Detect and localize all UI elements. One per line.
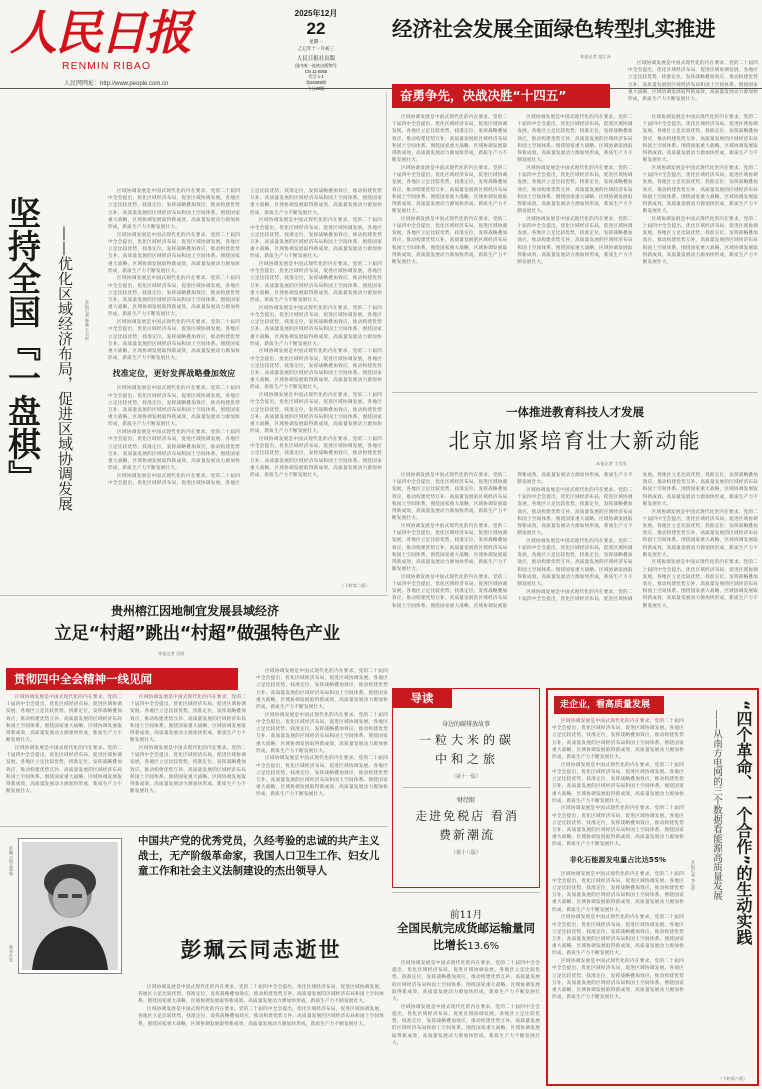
gaozhiliang-subhead: 非化石能源发电量占比达55% — [569, 855, 667, 864]
obit-rule — [0, 826, 388, 827]
guizhou-body-col3: 区域协调发展是中国式现代化的内在要求。党的二十届四中全会提出，优化区域经济布局，促进区域协调发展。各地区立足比较优势，找准定位，发挥战略叠加效应，推动构建优势互补、高质量发展的区域经济布局和国土空间体系。围绕国家重大战略，区域协调发展取得新成效，高质量发展动力源加快形成，新质生产力不断发展壮大。 区域协调发展是中国式现代化的内在要求。党的二十届四中全会提出，优化区域经济布局，促进区域协调发展。各地区立足比较优势，找准定位，发挥战略叠加效应，推动构建优势互补、高质量发展的区域经济布局和国土空间体系。围绕国家重大战略，区域协调发展取得新成效，高质量发展动力源加快形成，新质生产力不断发展壮大。 区域协调发展是中国式现代化的内在要求。党的二十届四中全会提出，优化区域经济布局，促进区域协调发展。各地区立足比较优势，找准定位，发挥战略叠加效应，推动构建优势互补、高质量发展的区域经济布局和国土空间体系。围绕国家重大战略，区域协调发展取得新成效，高质量发展动力源加快形成，新质生产力不断发展壮大。 — [256, 669, 388, 798]
beijing-kicker: 一体推进教育科技人才发展 — [506, 405, 644, 419]
guizhou-kicker: 贵州榕江因地制宜发展县域经济 — [110, 604, 279, 618]
beijing-body: 区域协调发展是中国式现代化的内在要求。党的二十届四中全会提出，优化区域经济布局，促进区域协调发展。各地区立足比较优势，找准定位，发挥战略叠加效应，推动构建优势互补、高质量发展的区域经济布局和国土空间体系。围绕国家重大战略，区域协调发展取得新成效，高质量发展动力源加快形成，新质生产力不断发展壮大。 区域协调发展是中国式现代化的内在要求。党的二十届四中全会提出，优化区域经济布局，促进区域协调发展。各地区立足比较优势，找准定位，发挥战略叠加效应，推动构建优势互补、高质量发展的区域经济布局和国土空间体系。围绕国家重大战略，区域协调发展取得新成效，高质量发展动力源加快形成，新质生产力不断发展壮大。 区域协调发展是中国式现代化的内在要求。党的二十届四中全会提出，优化区域经济布局，促进区域协调发展。各地区立足比较优势，找准定位，发挥战略叠加效应，推动构建优势互补、高质量发展的区域经济布局和国土空间体系。围绕国家重大战略，区域协调发展取得新成效，高质量发展动力源加快形成，新质生产力不断发展壮大。 区域协调发展是中国式现代化的内在要求。党的二十届四中全会提出，优化区域经济布局，促进区域协调发展。各地区立足比较优势，找准定位，发挥战略叠加效应，推动构建优势互补、高质量发展的区域经济布局和国土空间体系。围绕国家重大战略，区域协调发展取得新成效，高质量发展动力源加快形成，新质生产力不断发展壮大。 区域协调发展是中国式现代化的内在要求。党的二十届四中全会提出，优化区域经济布局，促进区域协调发展。各地区立足比较优势，找准定位，发挥战略叠加效应，推动构建优势互补、高质量发展的区域经济布局和国土空间体系。围绕国家重大战略，区域协调发展取得新成效，高质量发展动力源加快形成，新质生产力不断发展壮大。 区域协调发展是中国式现代化的内在要求。党的二十届四中全会提出，优化区域经济布局，促进区域协调发展。各地区立足比较优势，找准定位，发挥战略叠加效应，推动构建优势互补、高质量发展的区域经济布局和国土空间体系。围绕国家重大战略，区域协调发展取得新成效，高质量发展动力源加快形成，新质生产力不断发展壮大。 区域协调发展是中国式现代化的内在要求。党的二十届四中全会提出，优化区域经济布局，促进区域协调发展。各地区立足比较优势，找准定位，发挥战略叠加效应，推动构建优势互补、高质量发展的区域经济布局和国土空间体系。围绕国家重大战略，区域协调发展取得新成效，高质量发展动力源加快形成，新质生产力不断发展壮大。 区域协调发展是中国式现代化的内在要求。党的二十届四中全会提出，优化区域经济布局，促进区域协调发展。各地区立足比较优势，找准定位，发挥战略叠加效应，推动构建优势互补、高质量发展的区域经济布局和国土空间体系。围绕国家重大战略，区域协调发展取得新成效，高质量发展动力源加快形成，新质生产力不断发展壮大。 — [392, 473, 758, 609]
issue-number: 第28289期 — [305, 80, 327, 85]
divider-vertical-main — [386, 92, 387, 592]
beijing-title: 北京加紧培育壮大新动能 — [448, 429, 702, 453]
cn-label: 国内统一连续出版物号 — [295, 63, 337, 68]
obit-photo-frame — [18, 838, 122, 974]
obit-photo-caption: 彭珮云同志遗像 — [9, 846, 14, 876]
portrait-photo — [22, 842, 118, 970]
cargo-body: 区域协调发展是中国式现代化的内在要求。党的二十届四中全会提出，优化区域经济布局，促进区域协调发展。各地区立足比较优势，找准定位，发挥战略叠加效应，推动构建优势互补、高质量发展的区域经济布局和国土空间体系。围绕国家重大战略，区域协调发展取得新成效，高质量发展动力源加快形成，新质生产力不断发展壮大。 区域协调发展是中国式现代化的内在要求。党的二十届四中全会提出，优化区域经济布局，促进区域协调发展。各地区立足比较优势，找准定位，发挥战略叠加效应，推动构建优势互补、高质量发展的区域经济布局和国土空间体系。围绕国家重大战略，区域协调发展取得新成效，高质量发展动力源加快形成，新质生产力不断发展壮大。 — [392, 961, 540, 1046]
edition: 人民日报社出版 — [296, 56, 336, 62]
guizhou-title: 立足“村超”跳出“村超”做强特色产业 — [54, 624, 340, 644]
top-headline: 经济社会发展全面绿色转型扎实推进 — [392, 17, 716, 41]
obit-body: 区域协调发展是中国式现代化的内在要求。党的二十届四中全会提出，优化区域经济布局，促进区域协调发展。各地区立足比较优势，找准定位，发挥战略叠加效应，推动构建优势互补、高质量发展的区域经济布局和国土空间体系。围绕国家重大战略，区域协调发展取得新成效，高质量发展动力源加快形成，新质生产力不断发展壮大。 区域协调发展是中国式现代化的内在要求。党的二十届四中全会提出，优化区域经济布局，促进区域协调发展。各地区立足比较优势，找准定位，发挥战略叠加效应，推动构建优势互补、高质量发展的区域经济布局和国土空间体系。围绕国家重大战略，区域协调发展取得新成效，高质量发展动力源加快形成，新质生产力不断发展壮大。 — [138, 985, 384, 1027]
feature-byline: 本报记者 韩鑫 王云杉 — [85, 300, 90, 341]
masthead — [0, 0, 380, 88]
top-article-body-right: 区域协调发展是中国式现代化的内在要求。党的二十届四中全会提出，优化区域经济布局，促进区域协调发展。各地区立足比较优势，找准定位，发挥战略叠加效应，推动构建优势互补、高质量发展的区域经济布局和国土空间体系。围绕国家重大战略，区域协调发展取得新成效，高质量发展动力源加快形成，新质生产力不断发展壮大。 — [628, 61, 758, 103]
logo-pinyin: RENMIN RIBAO — [62, 60, 152, 72]
cargo-kicker: 前11月 — [449, 910, 483, 921]
gaozhiliang-continued: （下转第六版） — [718, 1076, 748, 1081]
lunar-date: 乙巳年十一月初三 — [298, 46, 334, 51]
gaozhiliang-body: 区域协调发展是中国式现代化的内在要求。党的二十届四中全会提出，优化区域经济布局，促进区域协调发展。各地区立足比较优势，找准定位，发挥战略叠加效应，推动构建优势互补、高质量发展的区域经济布局和国土空间体系。围绕国家重大战略，区域协调发展取得新成效，高质量发展动力源加快形成，新质生产力不断发展壮大。 区域协调发展是中国式现代化的内在要求。党的二十届四中全会提出，优化区域经济布局，促进区域协调发展。各地区立足比较优势，找准定位，发挥战略叠加效应，推动构建优势互补、高质量发展的区域经济布局和国土空间体系。围绕国家重大战略，区域协调发展取得新成效，高质量发展动力源加快形成，新质生产力不断发展壮大。 区域协调发展是中国式现代化的内在要求。党的二十届四中全会提出，优化区域经济布局，促进区域协调发展。各地区立足比较优势，找准定位，发挥战略叠加效应，推动构建优势互补、高质量发展的区域经济布局和国土空间体系。围绕国家重大战略，区域协调发展取得新成效，高质量发展动力源加快形成，新质生产力不断发展壮大。 非化石能源发电量占比达55% 区域协调发展是中国式现代化的内在要求。党的二十届四中全会提出，优化区域经济布局，促进区域协调发展。各地区立足比较优势，找准定位，发挥战略叠加效应，推动构建优势互补、高质量发展的区域经济布局和国土空间体系。围绕国家重大战略，区域协调发展取得新成效，高质量发展动力源加快形成，新质生产力不断发展壮大。 区域协调发展是中国式现代化的内在要求。党的二十届四中全会提出，优化区域经济布局，促进区域协调发展。各地区立足比较优势，找准定位，发挥战略叠加效应，推动构建优势互补、高质量发展的区域经济布局和国土空间体系。围绕国家重大战略，区域协调发展取得新成效，高质量发展动力源加快形成，新质生产力不断发展壮大。 区域协调发展是中国式现代化的内在要求。党的二十届四中全会提出，优化区域经济布局，促进区域协调发展。各地区立足比较优势，找准定位，发挥战略叠加效应，推动构建优势互补、高质量发展的区域经济布局和国土空间体系。围绕国家重大战略，区域协调发展取得新成效，高质量发展动力源加快形成，新质生产力不断发展壮大。 — [552, 719, 684, 1001]
beijing-byline: 本报记者 王昊男 — [596, 461, 627, 466]
top-byline: 本报记者 寇江泽 — [580, 54, 611, 59]
beijing-rule — [392, 392, 758, 393]
newspaper-logo: 人民日报 — [10, 6, 190, 61]
gaozhiliang-banner: 走企业，看高质量发展 — [554, 696, 664, 714]
weekday: 星期一 — [309, 39, 323, 44]
cargo-rule — [392, 892, 540, 893]
date-year-month: 2025年12月 — [294, 9, 338, 18]
guide-item1-page: （第十一版） — [450, 774, 481, 780]
obit-photographer: 新华社发 — [9, 945, 14, 962]
guizhou-body: 区域协调发展是中国式现代化的内在要求。党的二十届四中全会提出，优化区域经济布局，促进区域协调发展。各地区立足比较优势，找准定位，发挥战略叠加效应，推动构建优势互补、高质量发展的区域经济布局和国土空间体系。围绕国家重大战略，区域协调发展取得新成效，高质量发展动力源加快形成，新质生产力不断发展壮大。 区域协调发展是中国式现代化的内在要求。党的二十届四中全会提出，优化区域经济布局，促进区域协调发展。各地区立足比较优势，找准定位，发挥战略叠加效应，推动构建优势互补、高质量发展的区域经济布局和国土空间体系。围绕国家重大战略，区域协调发展取得新成效，高质量发展动力源加快形成，新质生产力不断发展壮大。 区域协调发展是中国式现代化的内在要求。党的二十届四中全会提出，优化区域经济布局，促进区域协调发展。各地区立足比较优势，找准定位，发挥战略叠加效应，推动构建优势互补、高质量发展的区域经济布局和国土空间体系。围绕国家重大战略，区域协调发展取得新成效，高质量发展动力源加快形成，新质生产力不断发展壮大。 区域协调发展是中国式现代化的内在要求。党的二十届四中全会提出，优化区域经济布局，促进区域协调发展。各地区立足比较优势，找准定位，发挥战略叠加效应，推动构建优势互补、高质量发展的区域经济布局和国土空间体系。围绕国家重大战略，区域协调发展取得新成效，高质量发展动力源加快形成，新质生产力不断发展壮大。 — [6, 695, 246, 795]
gaozhiliang-subtitle: ——从南方电网的三个数据看能源高质量发展 — [711, 710, 722, 900]
date-day: 22 — [306, 19, 326, 38]
cn-number: CN 11-0065 — [304, 69, 328, 74]
gaozhiliang-byline: 本报记者 李心萍 — [691, 860, 696, 891]
gaozhiliang-title: “四个革命、一个合作”的生动实践 — [734, 700, 753, 946]
obit-title: 彭珮云同志逝世 — [180, 938, 342, 962]
top-article-body: 区域协调发展是中国式现代化的内在要求。党的二十届四中全会提出，优化区域经济布局，促进区域协调发展。各地区立足比较优势，找准定位，发挥战略叠加效应，推动构建优势互补、高质量发展的区域经济布局和国土空间体系。围绕国家重大战略，区域协调发展取得新成效，高质量发展动力源加快形成，新质生产力不断发展壮大。 区域协调发展是中国式现代化的内在要求。党的二十届四中全会提出，优化区域经济布局，促进区域协调发展。各地区立足比较优势，找准定位，发挥战略叠加效应，推动构建优势互补、高质量发展的区域经济布局和国土空间体系。围绕国家重大战略，区域协调发展取得新成效，高质量发展动力源加快形成，新质生产力不断发展壮大。 区域协调发展是中国式现代化的内在要求。党的二十届四中全会提出，优化区域经济布局，促进区域协调发展。各地区立足比较优势，找准定位，发挥战略叠加效应，推动构建优势互补、高质量发展的区域经济布局和国土空间体系。围绕国家重大战略，区域协调发展取得新成效，高质量发展动力源加快形成，新质生产力不断发展壮大。 区域协调发展是中国式现代化的内在要求。党的二十届四中全会提出，优化区域经济布局，促进区域协调发展。各地区立足比较优势，找准定位，发挥战略叠加效应，推动构建优势互补、高质量发展的区域经济布局和国土空间体系。围绕国家重大战略，区域协调发展取得新成效，高质量发展动力源加快形成，新质生产力不断发展壮大。 区域协调发展是中国式现代化的内在要求。党的二十届四中全会提出，优化区域经济布局，促进区域协调发展。各地区立足比较优势，找准定位，发挥战略叠加效应，推动构建优势互补、高质量发展的区域经济布局和国土空间体系。围绕国家重大战略，区域协调发展取得新成效，高质量发展动力源加快形成，新质生产力不断发展壮大。 区域协调发展是中国式现代化的内在要求。党的二十届四中全会提出，优化区域经济布局，促进区域协调发展。各地区立足比较优势，找准定位，发挥战略叠加效应，推动构建优势互补、高质量发展的区域经济布局和国土空间体系。围绕国家重大战略，区域协调发展取得新成效，高质量发展动力源加快形成，新质生产力不断发展壮大。 区域协调发展是中国式现代化的内在要求。党的二十届四中全会提出，优化区域经济布局，促进区域协调发展。各地区立足比较优势，找准定位，发挥战略叠加效应，推动构建优势互补、高质量发展的区域经济布局和国土空间体系。围绕国家重大战略，区域协调发展取得新成效，高质量发展动力源加快形成，新质生产力不断发展壮大。 区域协调发展是中国式现代化的内在要求。党的二十届四中全会提出，优化区域经济布局，促进区域协调发展。各地区立足比较优势，找准定位，发挥战略叠加效应，推动构建优势互补、高质量发展的区域经济布局和国土空间体系。围绕国家重大战略，区域协调发展取得新成效，高质量发展动力源加快形成，新质生产力不断发展壮大。 区域协调发展是中国式现代化的内在要求。党的二十届四中全会提出，优化区域经济布局，促进区域协调发展。各地区立足比较优势，找准定位，发挥战略叠加效应，推动构建优势互补、高质量发展的区域经济布局和国土空间体系。围绕国家重大战略，区域协调发展取得新成效，高质量发展动力源加快形成，新质生产力不断发展壮大。 — [392, 115, 758, 266]
obit-kicker: 中国共产党的优秀党员，久经考验的忠诚的共产主义战士，无产阶级革命家，我国人口卫生工作、妇女儿童工作和社会主义法制建设的杰出领导人 — [138, 835, 380, 877]
guide-item2-page: （第十八版） — [450, 850, 481, 856]
feature-subhead: 找准定位，更好发挥战略叠加效应 — [112, 369, 236, 379]
guide-item2-kicker: 财经眼 — [456, 797, 475, 804]
guide-item1-title[interactable]: 一粒大米的碳中和之旅 — [419, 733, 516, 766]
page-count — [265, 86, 367, 92]
guide-box — [392, 688, 540, 888]
feature-body: 区域协调发展是中国式现代化的内在要求。党的二十届四中全会提出，优化区域经济布局，促进区域协调发展。各地区立足比较优势，找准定位，发挥战略叠加效应，推动构建优势互补、高质量发展的区域经济布局和国土空间体系。围绕国家重大战略，区域协调发展取得新成效，高质量发展动力源加快形成，新质生产力不断发展壮大。 区域协调发展是中国式现代化的内在要求。党的二十届四中全会提出，优化区域经济布局，促进区域协调发展。各地区立足比较优势，找准定位，发挥战略叠加效应，推动构建优势互补、高质量发展的区域经济布局和国土空间体系。围绕国家重大战略，区域协调发展取得新成效，高质量发展动力源加快形成，新质生产力不断发展壮大。 区域协调发展是中国式现代化的内在要求。党的二十届四中全会提出，优化区域经济布局，促进区域协调发展。各地区立足比较优势，找准定位，发挥战略叠加效应，推动构建优势互补、高质量发展的区域经济布局和国土空间体系。围绕国家重大战略，区域协调发展取得新成效，高质量发展动力源加快形成，新质生产力不断发展壮大。 区域协调发展是中国式现代化的内在要求。党的二十届四中全会提出，优化区域经济布局，促进区域协调发展。各地区立足比较优势，找准定位，发挥战略叠加效应，推动构建优势互补、高质量发展的区域经济布局和国土空间体系。围绕国家重大战略，区域协调发展取得新成效，高质量发展动力源加快形成，新质生产力不断发展壮大。 找准定位，更好发挥战略叠加效应 区域协调发展是中国式现代化的内在要求。党的二十届四中全会提出，优化区域经济布局，促进区域协调发展。各地区立足比较优势，找准定位，发挥战略叠加效应，推动构建优势互补、高质量发展的区域经济布局和国土空间体系。围绕国家重大战略，区域协调发展取得新成效，高质量发展动力源加快形成，新质生产力不断发展壮大。 区域协调发展是中国式现代化的内在要求。党的二十届四中全会提出，优化区域经济布局，促进区域协调发展。各地区立足比较优势，找准定位，发挥战略叠加效应，推动构建优势互补、高质量发展的区域经济布局和国土空间体系。围绕国家重大战略，区域协调发展取得新成效，高质量发展动力源加快形成，新质生产力不断发展壮大。 区域协调发展是中国式现代化的内在要求。党的二十届四中全会提出，优化区域经济布局，促进区域协调发展。各地区立足比较优势，找准定位，发挥战略叠加效应，推动构建优势互补、高质量发展的区域经济布局和国土空间体系。围绕国家重大战略，区域协调发展取得新成效，高质量发展动力源加快形成，新质生产力不断发展壮大。 区域协调发展是中国式现代化的内在要求。党的二十届四中全会提出，优化区域经济布局，促进区域协调发展。各地区立足比较优势，找准定位，发挥战略叠加效应，推动构建优势互补、高质量发展的区域经济布局和国土空间体系。围绕国家重大战略，区域协调发展取得新成效，高质量发展动力源加快形成，新质生产力不断发展壮大。 区域协调发展是中国式现代化的内在要求。党的二十届四中全会提出，优化区域经济布局，促进区域协调发展。各地区立足比较优势，找准定位，发挥战略叠加效应，推动构建优势互补、高质量发展的区域经济布局和国土空间体系。围绕国家重大战略，区域协调发展取得新成效，高质量发展动力源加快形成，新质生产力不断发展壮大。 区域协调发展是中国式现代化的内在要求。党的二十届四中全会提出，优化区域经济布局，促进区域协调发展。各地区立足比较优势，找准定位，发挥战略叠加效应，推动构建优势互补、高质量发展的区域经济布局和国土空间体系。围绕国家重大战略，区域协调发展取得新成效，高质量发展动力源加快形成，新质生产力不断发展壮大。 区域协调发展是中国式现代化的内在要求。党的二十届四中全会提出，优化区域经济布局，促进区域协调发展。各地区立足比较优势，找准定位，发挥战略叠加效应，推动构建优势互补、高质量发展的区域经济布局和国土空间体系。围绕国家重大战略，区域协调发展取得新成效，高质量发展动力源加快形成，新质生产力不断发展壮大。 区域协调发展是中国式现代化的内在要求。党的二十届四中全会提出，优化区域经济布局，促进区域协调发展。各地区立足比较优势，找准定位，发挥战略叠加效应，推动构建优势互补、高质量发展的区域经济布局和国土空间体系。围绕国家重大战略，区域协调发展取得新成效，高质量发展动力源加快形成，新质生产力不断发展壮大。 区域协调发展是中国式现代化的内在要求。党的二十届四中全会提出，优化区域经济布局，促进区域协调发展。各地区立足比较优势，找准定位，发挥战略叠加效应，推动构建优势互补、高质量发展的区域经济布局和国土空间体系。围绕国家重大战略，区域协调发展取得新成效，高质量发展动力源加快形成，新质生产力不断发展壮大。 — [108, 189, 382, 487]
date-block — [265, 8, 367, 92]
feature-continued: （下转第二版） — [340, 583, 370, 588]
fendou-banner: 奋勇争先，决战决胜“十四五” — [392, 84, 610, 108]
guizhou-rule — [0, 595, 388, 596]
feature-subtitle: ——优化区域经济布局，促进区域协调发展 — [56, 226, 74, 511]
guide-title: 导读 — [392, 688, 452, 708]
guizhou-byline: 本报记者 苏滨 — [158, 651, 185, 656]
website[interactable]: 人民网网址：http://www.people.com.cn — [64, 81, 169, 87]
guide-item2-title[interactable]: 走进免税店 看消费新潮流 — [415, 809, 519, 842]
plenum-banner: 贯彻四中全会精神一线见闻 — [6, 668, 238, 690]
cargo-percent: 13.6% — [467, 941, 500, 952]
guide-item1-kicker: 身边的碳排放故事 — [441, 721, 490, 728]
cargo-title-text: 全国民航完成货邮运输量同比增长 — [397, 921, 535, 952]
code: 代号 1-1 — [308, 74, 324, 79]
feature-headline: 坚持全国『一盘棋』 — [3, 196, 42, 493]
cargo-title — [394, 920, 538, 955]
guide-divider — [403, 787, 531, 788]
